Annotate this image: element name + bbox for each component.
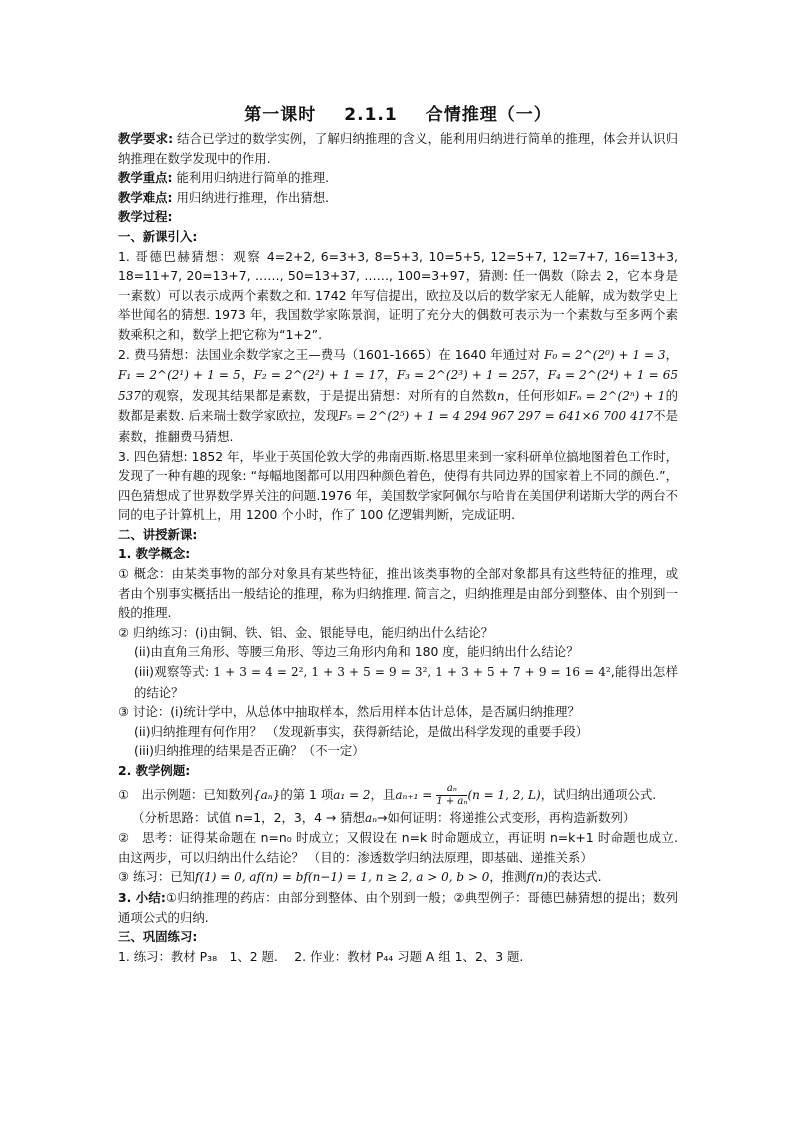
title-section: 2.1.1 bbox=[344, 105, 398, 125]
part3-heading: 三、巩固练习: bbox=[118, 929, 198, 945]
concept-definition: ① 概念：由某类事物的部分对象具有某些特征，推出该类事物的全部对象都具有这些特征的推理，或者由个别事实概括出一般结论的推理，称为归纳推理. 简言之，归纳推理是由部分到整体、由个别到一般的推理. bbox=[118, 566, 678, 621]
practice-text-c: 的表达式. bbox=[548, 869, 602, 885]
fermat-f4: F₄ = 2^(2⁴) + 1 = 65 537 bbox=[118, 368, 678, 403]
fermat-fn: Fₙ = 2^(2ⁿ) + 1 bbox=[568, 388, 666, 403]
recurrence-lhs: aₙ₊₁ = bbox=[395, 787, 433, 802]
example-one-text-a: ① 出示例题：已知数列 bbox=[118, 786, 254, 802]
fermat-f2: F₂ = 2^(2²) + 1 = 17 bbox=[253, 368, 384, 383]
hint-an: aₙ bbox=[365, 810, 378, 825]
discussion-i: ③ 讨论：(i)统计学中，从总体中抽取样本，然后用样本估计总体，是否属归纳推理？ bbox=[118, 704, 580, 720]
concept-heading: 1. 教学概念: bbox=[118, 546, 191, 562]
practice-text-b: ，推测 bbox=[489, 869, 527, 885]
example-hint bbox=[118, 808, 678, 829]
example-sequence: {aₙ} bbox=[253, 787, 281, 802]
part1-heading: 一、新课引入: bbox=[118, 228, 198, 244]
key-point-label: 教学重点: bbox=[118, 170, 173, 186]
recurrence-fraction bbox=[436, 783, 467, 808]
process-label: 教学过程: bbox=[118, 209, 173, 225]
practice-fn: f(n) bbox=[526, 870, 549, 885]
goldbach-paragraph: 1. 哥德巴赫猜想：观察 4=2+2, 6=3+3, 8=5+3, 10=5+5, 12=5+7, 12=7+7, 16=13+3, 18=11+7, 20=13+7, ……, 50=13+37, ……, 100=3+97，猜测: 任一偶数（除去 2，它本身是一素数）可以表示成两个素数之和. 1742 年写信提出，欧拉及以后的数学家无人能解，成为数学史上举世闻名的猜想. 1973 年，我国数学家陈景润，证明了充分大的偶数可表示为一个素数与至多两个素数乘积之和，数学上把它称为“1+2”. bbox=[118, 248, 678, 342]
concept-practice-iii bbox=[118, 662, 678, 702]
example-one-text-c: ，且 bbox=[370, 786, 396, 802]
fermat-f5: F₅ = 2^(2⁵) + 1 = 4 294 967 297 = 641×6 700 417 bbox=[338, 409, 653, 424]
example-one-text-d: ，试归纳出通项公式. bbox=[540, 786, 657, 802]
hint-text-a: （分析思路：试值 n=1，2，3，4 → 猜想 bbox=[132, 809, 366, 825]
fermat-text-a: 2. 费马猜想：法国业余数学家之王—费马（1601-1665）在 1640 年通过对 bbox=[118, 346, 545, 362]
concept-practice-ii: (ii)由直角三角形、等腰三角形、等边三角形内角和 180 度，能归纳出什么结论？ bbox=[134, 644, 579, 660]
teaching-difficulty bbox=[118, 188, 678, 208]
practice-iii-question: ,能得出怎样的结论？ bbox=[134, 664, 678, 700]
practice-paragraph bbox=[118, 867, 678, 888]
example-heading: 2. 教学例题: bbox=[118, 763, 191, 778]
fermat-f3: F₃ = 2^(2³) + 1 = 257 bbox=[396, 368, 535, 383]
consolidation-line: 1. 练习：教材 P₃₈ 1、2 题. 2. 作业：教材 P₄₄ 习题 A 组 1、2、3 题. bbox=[118, 948, 524, 964]
practice-iii-equations: 1 + 3 = 4 = 2², 1 + 3 + 5 = 9 = 3², 1 + 3 + 5 + 7 + 9 = 16 = 4² bbox=[213, 665, 611, 680]
think-paragraph: ② 思考：证得某命题在 n=n₀ 时成立；又假设在 n=k 时命题成立，再证明 n=k+1 时命题也成立. 由这两步，可以归纳出什么结论？ （目的：渗透数学归纳法原理，即基础、递推关系） bbox=[118, 830, 678, 865]
hint-text-b: →如何证明：将递推公式变形，再构造新数列） bbox=[377, 809, 636, 825]
four-color-paragraph: 3. 四色猜想: 1852 年，毕业于英国伦敦大学的弗南西斯.格思里来到一家科研单位搞地图着色工作时，发现了一种有趣的现象: “每幅地图都可以用四种颜色着色，使得有共同边界的国家着上不同的颜色.”，四色猜想成了世界数学界关注的问题.1976 年，美国数学家阿佩尔与哈肯在美国伊利诺斯大学的两台不同的电子计算机上，用 1200 个小时，作了 100 亿逻辑判断，完成证明. bbox=[118, 448, 678, 523]
fermat-paragraph: 2. 费马猜想：法国业余数学家之王—费马（1601-1665）在 1640 年通过对 F₀ = 2^(2⁰) + 1 = 3，F₁ = 2^(2¹) + 1 = 5，F₂ = 2^(2²) + 1 = 17，F₃ = 2^(2³) + 1 = 257，F₄ = 2^(2⁴) + 1 = 65 537的观察，发现其结果都是素数，于是提出猜想：对所有的自然数n，任何形如Fₙ = 2^(2ⁿ) + 1的数都是素数. 后来瑞士数学家欧拉，发现F₅ = 2^(2⁵) + 1 = 4 294 967 297 = 641×6 700 417不是素数，推翻费马猜想. bbox=[118, 346, 679, 444]
example-one-text-b: 的第 1 项 bbox=[280, 786, 334, 802]
fermat-text-d: 的数都是素数. 后来瑞士数学家欧拉，发现 bbox=[118, 387, 679, 424]
summary-label: 3. 小结: bbox=[118, 889, 166, 905]
summary-paragraph bbox=[118, 888, 678, 927]
requirements-text: 结合已学过的数学实例，了解归纳推理的含义，能利用归纳进行简单的推理，体会并认识归纳推理在数学发现中的作用. bbox=[118, 131, 678, 166]
fermat-text-c: ，任何形如 bbox=[504, 387, 569, 403]
recurrence-range: (n = 1, 2, L) bbox=[467, 787, 541, 802]
key-point-text: 能利用归纳进行简单的推理. bbox=[172, 170, 330, 186]
difficulty-label: 教学难点: bbox=[118, 189, 173, 205]
concept-practice-i: ② 归纳练习：(i)由铜、铁、铝、金、银能导电，能归纳出什么结论？ bbox=[118, 624, 494, 640]
fermat-text-e: 不是素数，推翻费马猜想. bbox=[118, 408, 678, 444]
title-lesson: 第一课时 bbox=[244, 105, 317, 125]
lesson-document bbox=[118, 100, 678, 966]
example-one bbox=[118, 783, 678, 808]
difficulty-text: 用归纳进行推理，作出猜想. bbox=[172, 189, 330, 205]
fermat-f1: F₁ = 2^(2¹) + 1 = 5 bbox=[118, 368, 241, 383]
discussion-iii: (iii)归纳推理的结果是否正确？（不一定） bbox=[134, 743, 365, 759]
teaching-key-point bbox=[118, 168, 678, 188]
page-title bbox=[118, 100, 678, 125]
teaching-requirements bbox=[118, 129, 678, 168]
example-first-term: a₁ = 2 bbox=[333, 787, 371, 802]
title-topic: 合情推理（一） bbox=[425, 105, 552, 125]
summary-text: ①归纳推理的药店：由部分到整体、由个别到一般；②典型例子：哥德巴赫猜想的提出；数列通项公式的归纳. bbox=[118, 889, 678, 925]
requirements-label: 教学要求: bbox=[118, 131, 174, 146]
fraction-denominator: 1 + aₙ bbox=[436, 795, 468, 807]
fraction-numerator: aₙ bbox=[446, 782, 457, 794]
part2-heading: 二、讲授新课: bbox=[118, 526, 198, 542]
fermat-text-b: 的观察，发现其结果都是素数，于是提出猜想：对所有的自然数 bbox=[140, 387, 497, 403]
practice-formula: f(1) = 0, af(n) = bf(n−1) = 1, n ≥ 2, a > 0, b > 0 bbox=[195, 870, 490, 885]
practice-text-a: ③ 练习：已知 bbox=[118, 869, 195, 885]
discussion-ii: (ii)归纳推理有何作用？ （发现新事实，获得新结论，是做出科学发现的重要手段） bbox=[134, 723, 589, 739]
fermat-f0: F₀ = 2^(2⁰) + 1 = 3 bbox=[544, 347, 666, 362]
practice-iii-label: (iii)观察等式: bbox=[134, 664, 210, 680]
fermat-n: n bbox=[496, 388, 505, 403]
